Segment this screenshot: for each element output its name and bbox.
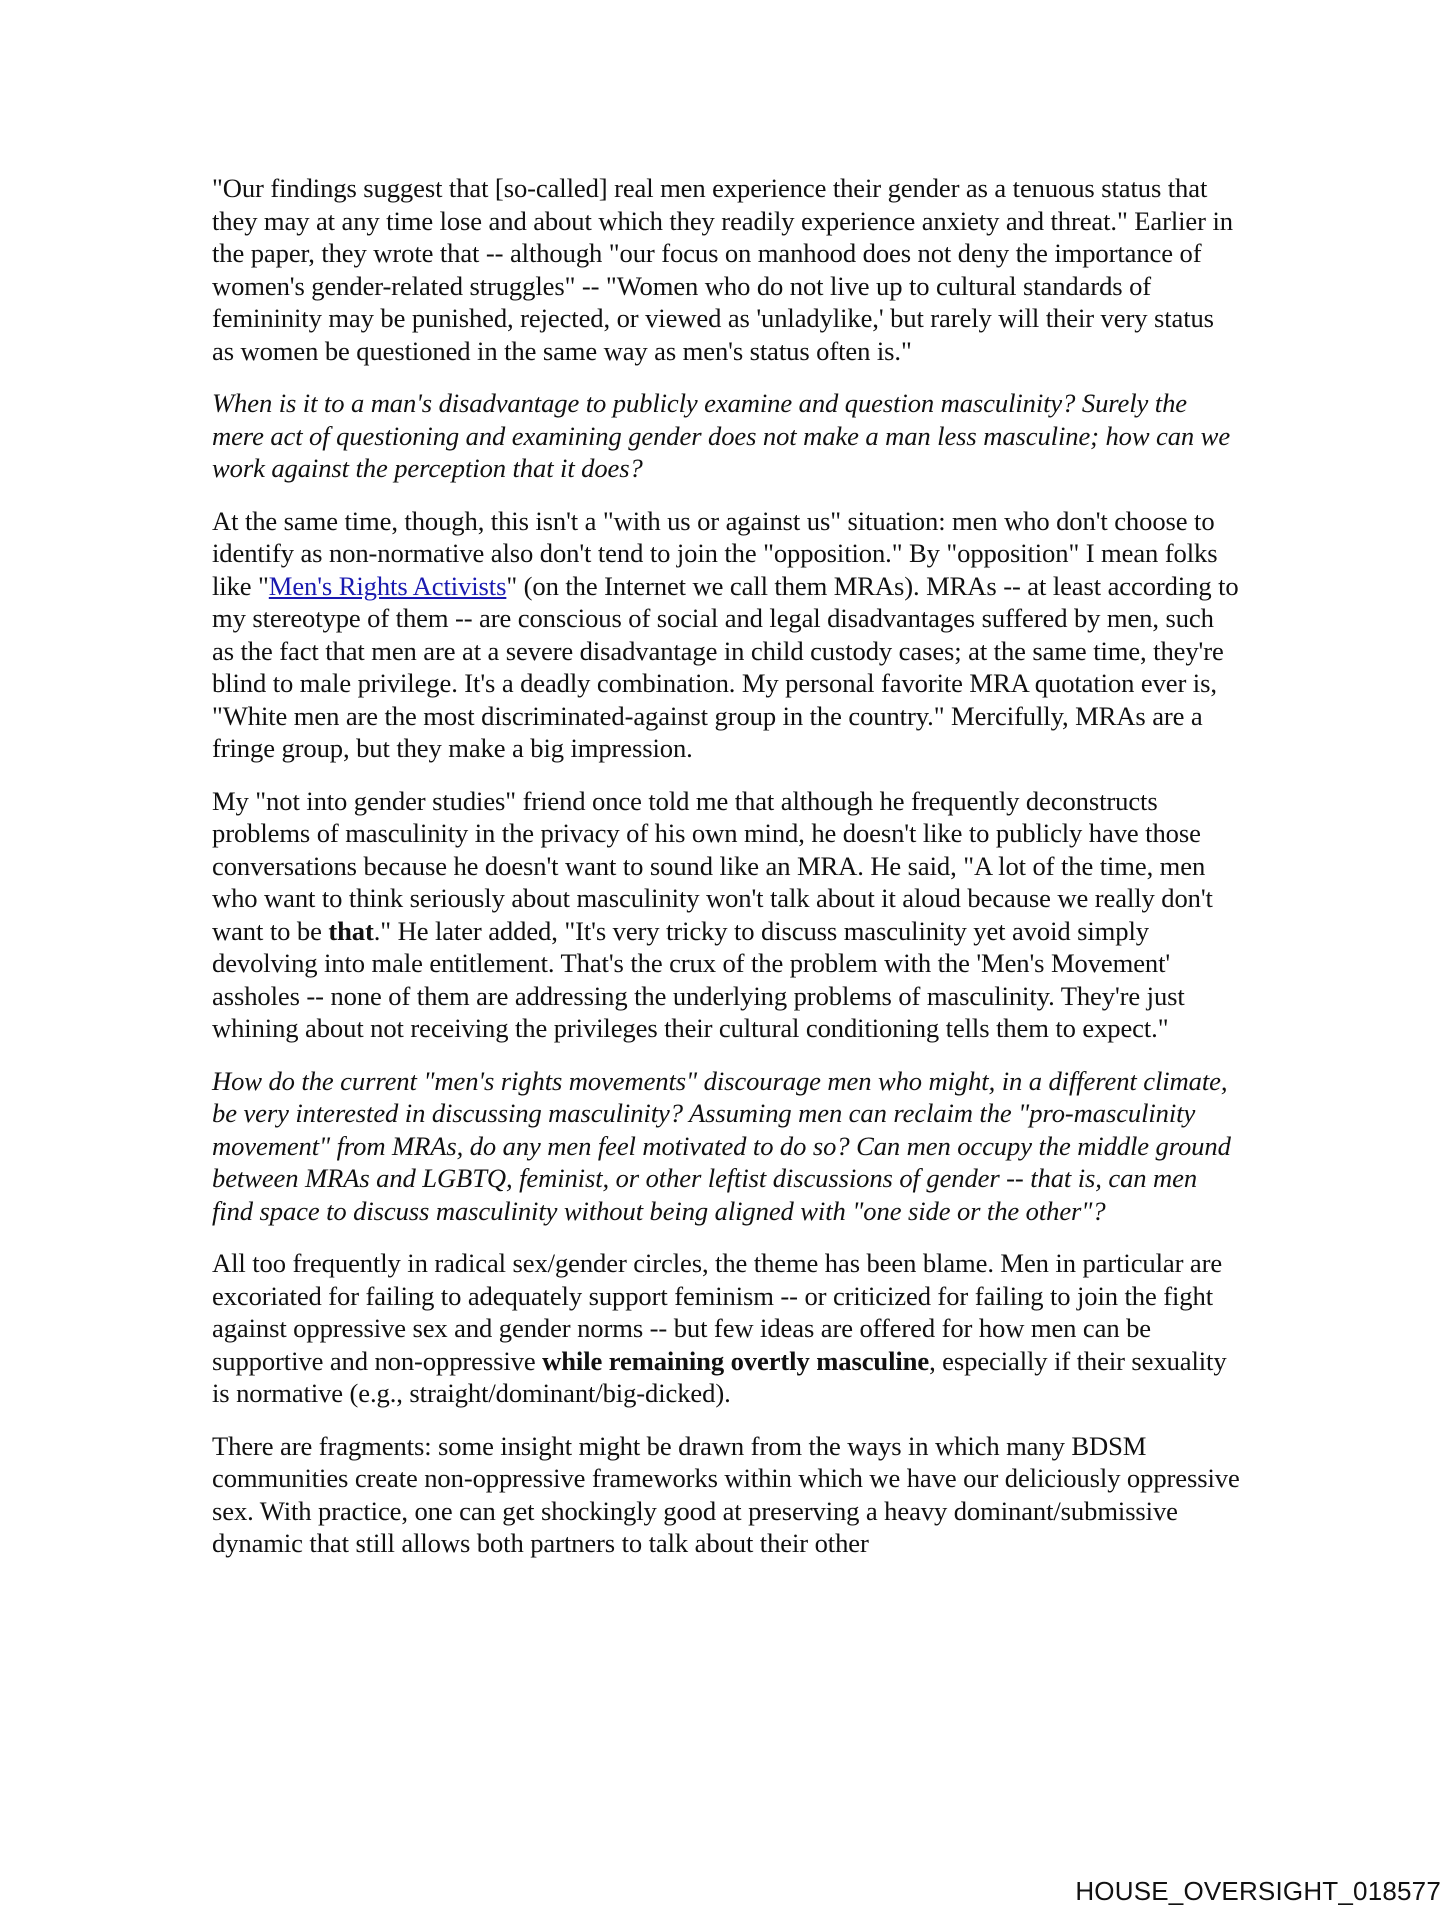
paragraph-text: All too frequently in radical sex/gender circles, the theme has been blame. Men in particular are excoriated for failing to adequately support feminism -- or criticized for failing to join the fight against oppressive sex and gender norms -- but few ideas are offered for how men can be supportive and non-oppressive <box>212 1248 1223 1376</box>
paragraph-blame <box>212 1247 1242 1410</box>
paragraph-text: How do the current "men's rights movements" discourage men who might, in a different climate, be very interested in discussing masculinity? Assuming men can reclaim the "pro-masculinity movement" from MRAs, do any men feel motivated to do so? Can men occupy the middle ground between MRAs and LGBTQ, feminist, or other leftist discussions of gender -- that is, can men find space to discuss masculinity without being aligned with "one side or the other"? <box>212 1065 1231 1226</box>
document-id-stamp: HOUSE_OVERSIGHT_018577 <box>1075 1876 1441 1906</box>
bold-emphasis: while remaining overtly masculine <box>542 1345 930 1376</box>
paragraph-friend-quote <box>212 785 1242 1045</box>
paragraph-text: At the same time, though, this isn't a "with us or against us" situation: men who don't choose to identify as non-normative also don't tend to join the "opposition." By "opposition" I mean folks like " <box>212 505 1218 601</box>
paragraph-text: ." He later added, "It's very tricky to discuss masculinity yet avoid simply devolving into male entitlement. That's the crux of the problem with the 'Men's Movement' assholes -- none of them are addressing the underlying problems of masculinity. They're just whining about not receiving the privileges their cultural conditioning tells them to expect." <box>212 915 1185 1043</box>
paragraph-question-mens-rights <box>212 1065 1242 1228</box>
document-body <box>212 172 1242 1580</box>
paragraph-text: My "not into gender studies" friend once told me that although he frequently deconstructs problems of masculinity in the privacy of his own mind, he doesn't like to publicly have those conversations because he doesn't want to sound like an MRA. He said, "A lot of the time, men who want to think seriously about masculinity won't talk about it aloud because we really don't want to be <box>212 785 1213 946</box>
paragraph-fragments-bdsm <box>212 1430 1242 1560</box>
paragraph-text: When is it to a man's disadvantage to publicly examine and question masculinity? Surely the mere act of questioning and examining gender does not make a man less masculine; how can we work against the perception that it does? <box>212 388 1231 483</box>
mens-rights-activists-link[interactable]: Men's Rights Activists <box>268 570 507 601</box>
bold-emphasis: that <box>328 915 374 946</box>
paragraph-text: " (on the Internet we call them MRAs). MRAs -- at least according to my stereotype of them -- are conscious of social and legal disadvantages suffered by men, such as the fact that men are at a severe disadvantage in child custody cases; at the same time, they're blind to male privilege. It's a deadly combination. My personal favorite MRA quotation ever is, "White men are the most discriminated-against group in the country." Mercifully, MRAs are a fringe group, but they make a big impression. <box>212 570 1239 763</box>
paragraph-text: There are fragments: some insight might be drawn from the ways in which many BDSM communities create non-oppressive frameworks within which we have our deliciously oppressive sex. With practice, one can get shockingly good at preserving a heavy dominant/submissive dynamic that still allows both partners to talk about their other <box>212 1430 1240 1558</box>
paragraph-opposition-mras <box>212 505 1242 765</box>
paragraph-quote-findings <box>212 172 1242 367</box>
paragraph-question-disadvantage <box>212 387 1242 485</box>
paragraph-text: "Our findings suggest that [so-called] real men experience their gender as a tenuous status that they may at any time lose and about which they readily experience anxiety and threat." Earlier in the paper, they wrote that -- although "our focus on manhood does not deny the importance of women's gender-related struggles" -- "Women who do not live up to cultural standards of femininity may be punished, rejected, or viewed as 'unladylike,' but rarely will their very status as women be questioned in the same way as men's status often is." <box>212 173 1233 366</box>
paragraph-text: , especially if their sexuality is normative (e.g., straight/dominant/big-dicked). <box>212 1345 1227 1408</box>
